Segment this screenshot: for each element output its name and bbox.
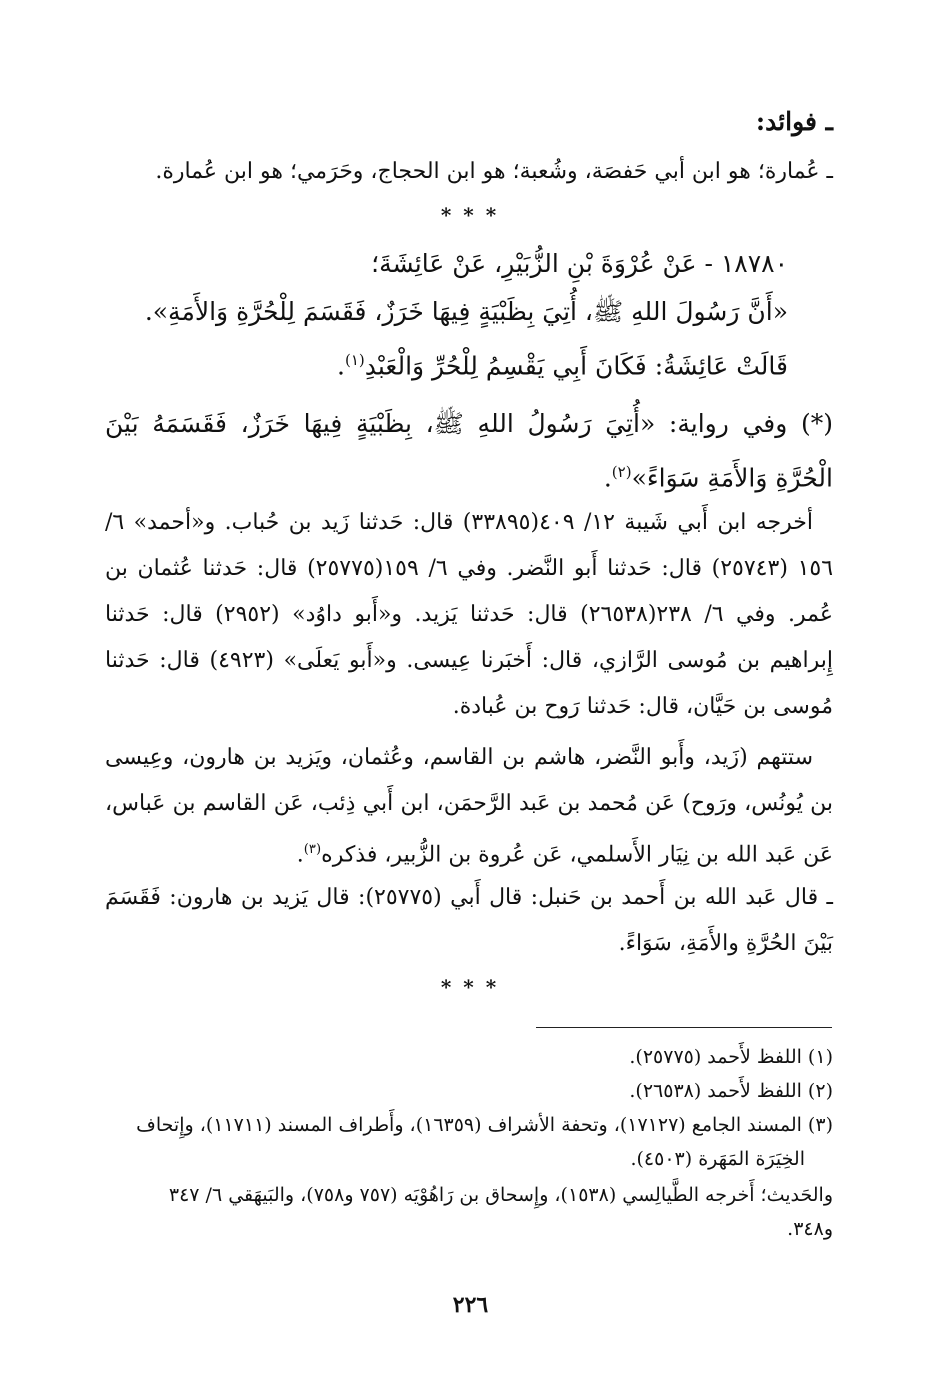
footnote-ref-2: (٢) xyxy=(611,463,632,481)
hadith-line-aisha-text: قَالَتْ عَائِشَةُ: فَكَانَ أَبِي يَقْسِمُ لِلْحُرِّ وَالْعَبْدِ xyxy=(364,351,788,381)
footnote-2: (٢) اللفظ لأَحمد (٢٦٥٣٨). xyxy=(629,1080,833,1102)
alternate-narration-end: . xyxy=(603,463,612,493)
hadith-line-aisha-end: . xyxy=(337,351,345,381)
page-number: ٢٢٦ xyxy=(452,1292,489,1318)
abdullah-note: ـ قال عَبد الله بن أَحمد بن حَنبل: قال أَبي (٢٥٧٧٥): قال يَزيد بن هارون: فَقَسَمَ بَيْنَ الحُرَّةِ والأَمَةِ، سَوَاءً. xyxy=(105,885,833,956)
separator-stars-top: * * * xyxy=(440,203,501,227)
footnote-divider xyxy=(536,1027,832,1028)
footnote-ref-1: (١) xyxy=(344,351,365,369)
footnotes xyxy=(105,1040,833,1246)
hadith-line-matn: «أَنَّ رَسُولَ اللهِ ﷺ، أُتِيَ بِظَبْيَةٍ فِيهَا خَرَزٌ، فَقَسَمَ لِلْحُرَّةِ وَالأَمَةِ». xyxy=(144,297,788,326)
hadith-line-aisha xyxy=(105,336,788,390)
alternate-narration-text: (*) وفي رواية: «أُتِيَ رَسُولُ اللهِ ﷺ، بِظَبْيَةٍ فِيهَا خَرَزٌ، فَقَسَمَهُ بَيْنَ الْحُرَّةِ وَالأَمَةِ سَوَاءً» xyxy=(105,409,833,493)
chain-paragraph-text: ستتهم (زَيد، وأَبو النَّضر، هاشم بن القاسم، وعُثمان، ويَزيد بن هارون، وعِيسى بن يُونُس، ورَوح) عَن مُحمد بن عَبد الرَّحمَن، ابن أَبي ذِئب، عَن القاسم بن عَباس، عَن عَبد الله بن نِيَار الأَسلمي، عَن عُروة بن الزُّبير، فذكره xyxy=(105,745,833,868)
hadith-text xyxy=(105,240,833,390)
hadith-line-isnad: ١٨٧٨٠ - عَنْ عُرْوَةَ بْنِ الزُّبَيْرِ، عَنْ عَائِشَةَ؛ xyxy=(371,249,788,278)
footnote-3-continued: الخِيَرَة المَهَرة (٤٥٠٣). xyxy=(630,1148,805,1170)
chain-paragraph-end: . xyxy=(296,842,304,868)
narrator-notes: ـ عُمارة؛ هو ابن أبي حَفصَة، وشُعبة؛ هو ابن الحجاج، وحَرَمي؛ هو ابن عُمارة. xyxy=(155,159,833,184)
chain-paragraph xyxy=(105,735,833,878)
footnote-1: (١) اللفظ لأَحمد (٢٥٧٧٥). xyxy=(629,1046,833,1068)
footnote-3: (٣) المسند الجامع (١٧١٢٧)، وتحفة الأشراف (١٦٣٥٩)، وأَطراف المسند (١١٧١١)، وإِتحاف xyxy=(136,1114,833,1136)
alternate-narration xyxy=(105,400,833,502)
separator-stars-bottom: * * * xyxy=(440,975,501,999)
footnote-3-extra-continued: و٣٤٨. xyxy=(787,1218,833,1240)
section-heading: ـ فوائد: xyxy=(755,107,833,136)
footnote-ref-3: (٣) xyxy=(303,842,322,857)
takhrij-paragraph: أخرجه ابن أَبي شَيبة ١٢/ ٤٠٩(٣٣٨٩٥) قال: حَدثنا زَيد بن حُباب. و«أحمد» ٦/ ١٥٦ (٢٥٧٤٣) قال: حَدثنا أَبو النَّضر. وفي ٦/ ١٥٩(٢٥٧٧٥) قال: حَدثنا عُثمان بن عُمر. وفي ٦/ ٢٣٨(٢٦٥٣٨) قال: حَدثنا يَزيد. و«أَبو داوُد» (٢٩٥٢) قال: حَدثنا إِبراهيم بن مُوسى الرَّازي، قال: أَخبَرنا عِيسى. و«أَبو يَعلَى» (٤٩٢٣) قال: حَدثنا مُوسى بن حَيَّان، قال: حَدثنا رَوح بن عُبادة. xyxy=(105,510,834,719)
footnote-3-extra: والحَديث؛ أَخرجه الطَّيالِسي (١٥٣٨)، وإِسحاق بن رَاهُوْيَه (٧٥٧ و٧٥٨)، والبَيهَقي ٦/ ٣٤٧ xyxy=(168,1184,833,1206)
